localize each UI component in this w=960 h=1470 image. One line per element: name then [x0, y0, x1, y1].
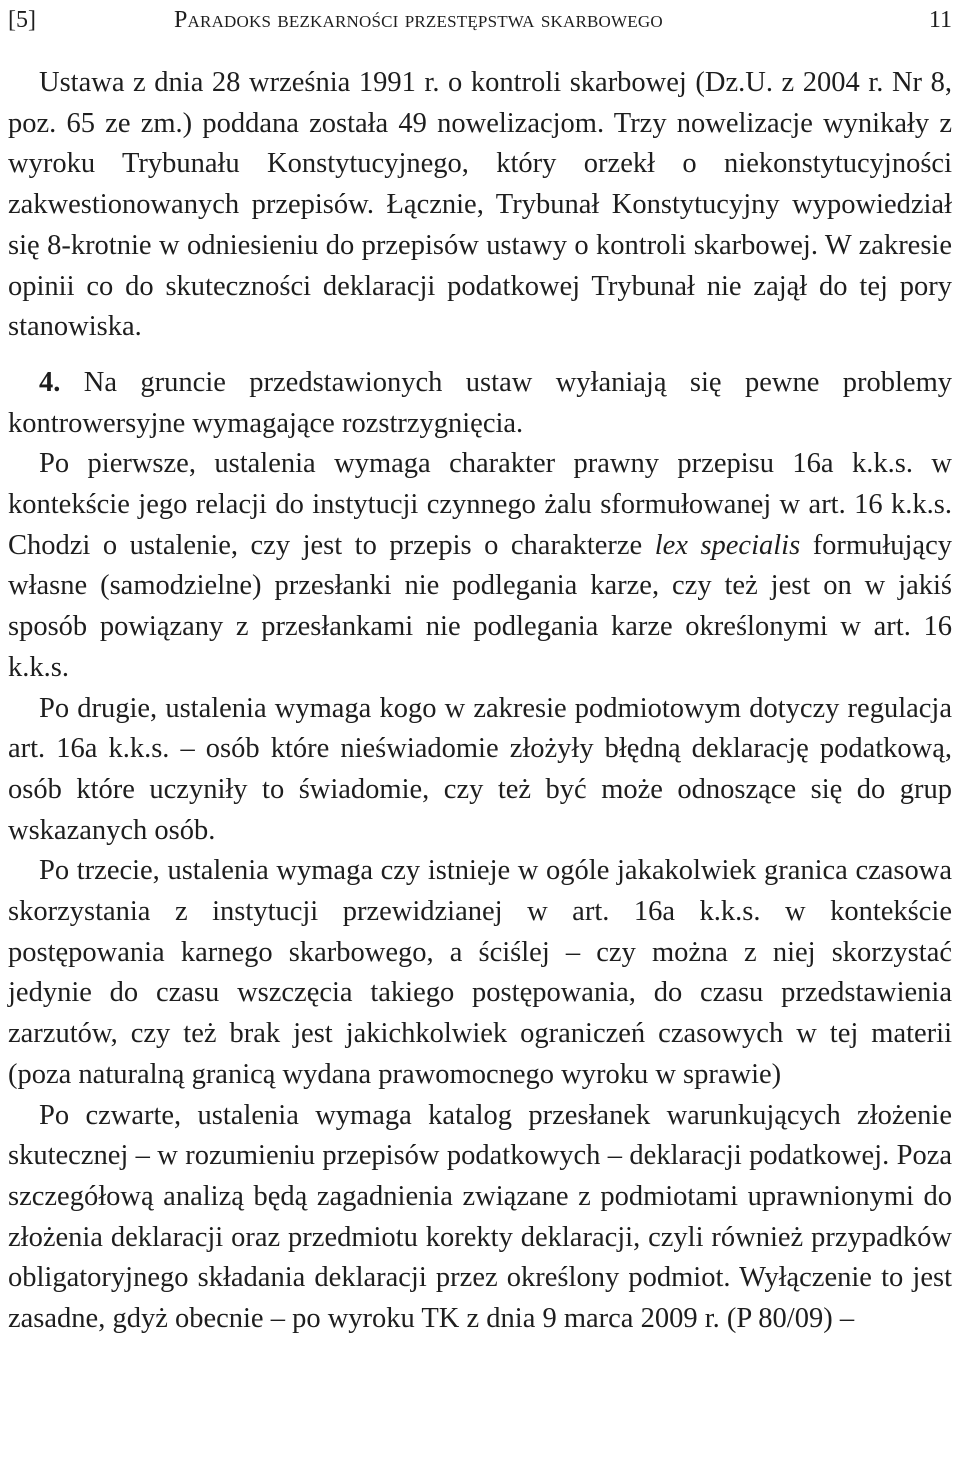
- paragraph-2-text: Na gruncie przedstawionych ustaw wyłaniają się pewne problemy kontrowersyjne wymagające rozstrzygnięcia.: [8, 366, 952, 439]
- paragraph-3: [8, 444, 952, 688]
- body-text: [8, 63, 952, 1340]
- paragraph-1: Ustawa z dnia 28 września 1991 r. o kontroli skarbowej (Dz.U. z 2004 r. Nr 8, poz. 65 ze zm.) poddana została 49 nowelizacjom. Trzy nowelizacje wynikały z wyroku Trybunału Konstytucyjnego, który orzekł o niekonstytucyjności zakwestionowanych przepisów. Łącznie, Trybunał Konstytucyjny wypowiedział się 8-krotnie w odniesieniu do przepisów ustawy o kontroli skarbowej. W zakresie opinii co do skuteczności deklaracji podatkowej Trybunał nie zajął do tej pory stanowiska.: [8, 67, 952, 343]
- paragraph-3-text-a: Po pierwsze, ustalenia wymaga charakter prawny przepisu 16a k.k.s. w kontekście jego relacji do instytucji czynnego żalu sformułowanej w art. 16 k.k.s. Chodzi o ustalenie, czy jest to przepis o charakterze: [8, 448, 952, 561]
- running-title: Paradoks bezkarności przestępstwa skarbowego: [174, 7, 663, 33]
- paragraph-2: [8, 363, 952, 444]
- paragraph-3-italic: lex specialis: [654, 529, 801, 561]
- section-label: [5]: [8, 7, 36, 33]
- paragraph-5: Po trzecie, ustalenia wymaga czy istnieje w ogóle jakakolwiek granica czasowa skorzystania z instytucji przewidzianej w art. 16a k.k.s. w kontekście postępowania karnego skarbowego, a ściślej – czy można z niej skorzystać jedynie do czasu wszczęcia takiego postępowania, do czasu przedstawienia zarzutów, czy też brak jest jakichkolwiek ograniczeń czasowych w tej materii (poza naturalną granicą wydana prawomocnego wyroku w sprawie): [8, 855, 952, 1090]
- paragraph-6: Po czwarte, ustalenia wymaga katalog przesłanek warunkujących złożenie skutecznej – w rozumieniu przepisów podatkowych – deklaracji podatkowej. Poza szczegółową analizą będą zagadnienia związane z podmiotami uprawnionymi do złożenia deklaracji oraz przedmiotu korekty deklaracji, czyli również przypadków obligatoryjnego składania deklaracji przez określony podmiot. Wyłączenie to jest zasadne, gdyż obecnie – po wyroku TK z dnia 9 marca 2009 r. (P 80/09) –: [8, 1099, 952, 1335]
- page-number: 11: [928, 7, 952, 33]
- paragraph-4: Po drugie, ustalenia wymaga kogo w zakresie podmiotowym dotyczy regulacja art. 16a k.k.s. – osób które nieświadomie złożyły błędną deklarację podatkową, osób które uczyniły to świadomie, czy też być może odnoszące się do grup wskazanych osób.: [8, 692, 952, 846]
- paragraph-3-text-b: formułujący własne (samodzielne) przesłanki nie podlegania karze, czy też jest on w jakiś sposób powiązany z przesłankami nie podlegania karze określonymi w art. 16 k.k.s.: [8, 529, 952, 683]
- running-head: [8, 2, 952, 38]
- section-number: 4.: [39, 366, 61, 398]
